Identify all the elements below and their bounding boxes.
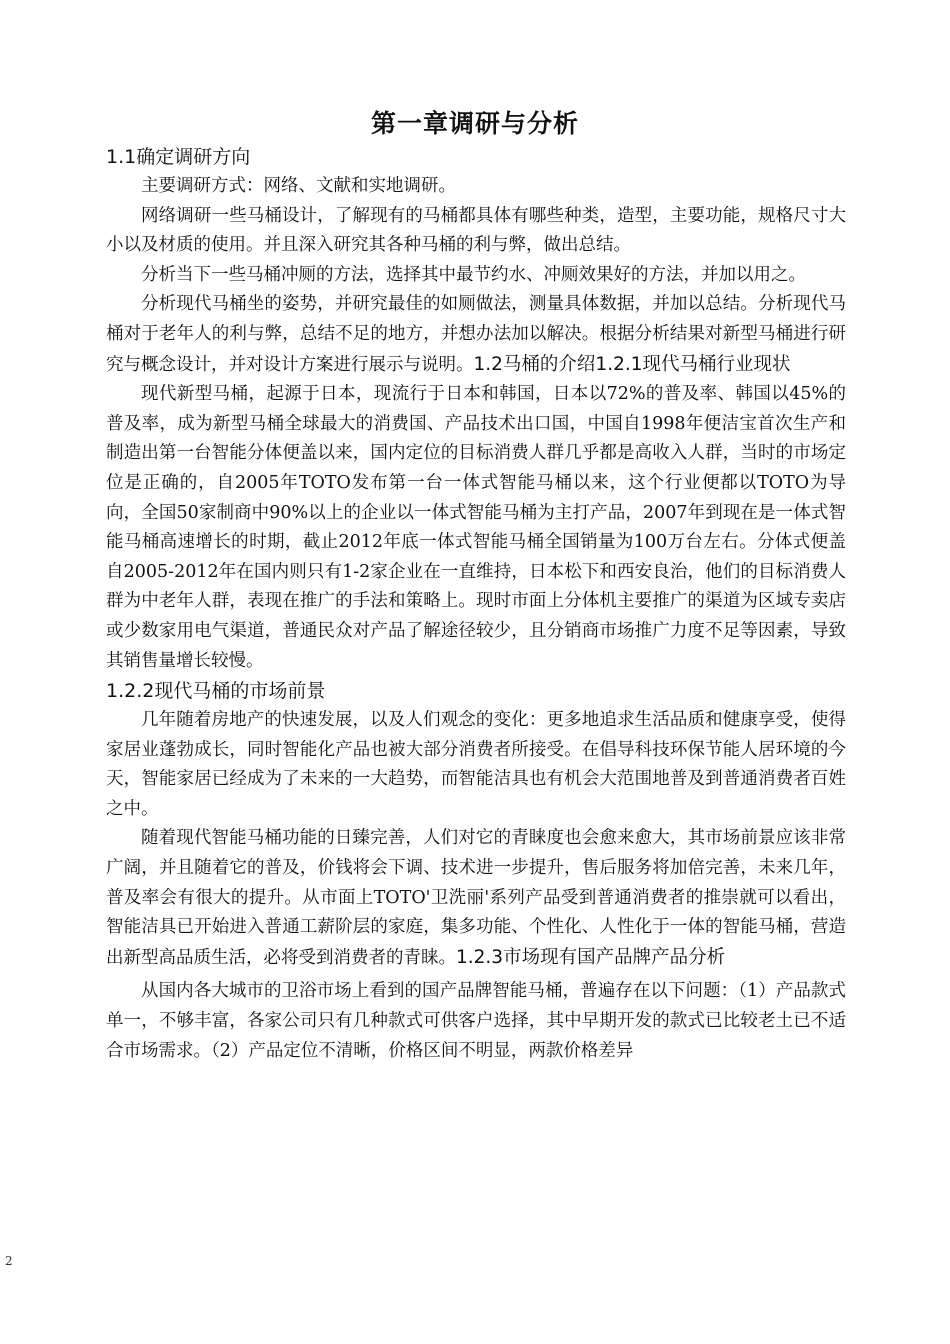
section-heading-1-1: 1.1确定调研方向 [106, 146, 251, 168]
section-heading-1-2-2: 1.2.2现代马桶的市场前景 [106, 680, 326, 703]
paragraph: 分析当下一些马桶冲厕的方法，选择其中最节约水、冲厕效果好的方法，并加以用之。 [141, 264, 806, 285]
paragraph: 网络调研一些马桶设计，了解现有的马桶都具体有哪些种类，造型，主要功能，规格尺寸大小以及材质的使用。并且深入研究其各种马桶的利与弊，做出总结。 [106, 205, 846, 256]
section-heading-1-2-3-inline: 1.2.3市场现有国产品牌产品分析 [456, 946, 726, 968]
page-number: 2 [5, 1254, 13, 1268]
document-body [106, 142, 846, 1066]
paragraph [106, 290, 846, 380]
paragraph: 主要调研方式：网络、文献和实地调研。 [141, 176, 456, 196]
chapter-title: 第一章调研与分析 [370, 109, 579, 138]
paragraph: 现代新型马桶，起源于日本，现流行于日本和韩国，日本以72%的普及率、韩国以45%的普及率，成为新型马桶全球最大的消费国、产品技术出口国，中国自1998年便洁宝首次生产和制造出第一台智能分体便盖以来，国内定位的目标消费人群几乎都是高收入人群，当时的市场定位是正确的，自2005年TOTO发布第一台一体式智能马桶以来，这个行业便都以TOTO为导向，全国50家制商中90%以上的企业以一体式智能马桶为主打产品，2007年到现在是一体式智能马桶高速增长的时期，截止2012年底一体式智能马桶全国销量为100万台左右。分体式便盖自2005-2012年在国内则只有1-2家企业在一直维持，日本松下和西安良治，他们的目标消费人群为中老年人群，表现在推广的手法和策略上。现时市面上分体机主要推广的渠道为区域专卖店或少数家用电气渠道，普通民众对产品了解途径较少，且分销商市场推广力度不足等因素，导致其销售量增长较慢。 [106, 384, 846, 671]
section-heading-1-2-inline: 1.2马桶的介绍1.2.1现代马桶行业现状 [473, 353, 791, 375]
paragraph-text: 随着现代智能马桶功能的日臻完善，人们对它的青睐度也会愈来愈大，其市场前景应该非常广阔，并且随着它的普及，价钱将会下调、技术进一步提升，售后服务将加倍完善，未来几年，普及率会有很大的提升。从市面上TOTO'卫洗丽'系列产品受到普通消费者的推崇就可以看出，智能洁具已开始进入普通工薪阶层的家庭，集多功能、个性化、人性化于一体的智能马桶，营造出新型高品质生活，必将受到消费者的青睐。 [106, 828, 846, 968]
paragraph: 从国内各大城市的卫浴市场上看到的国产品牌智能马桶，普遍存在以下问题：（1）产品款式单一，不够丰富，各家公司只有几种款式可供客户选择，其中早期开发的款式已比较老土已不适合市场需求。（2）产品定位不清晰，价格区间不明显，两款价格差异 [106, 981, 846, 1061]
paragraph: 几年随着房地产的快速发展，以及人们观念的变化：更多地追求生活品质和健康享受，使得家居业蓬勃成长，同时智能化产品也被大部分消费者所接受。在倡导科技环保节能人居环境的今天，智能家居已经成为了未来的一大趋势，而智能洁具也有机会大范围地普及到普通消费者百姓之中。 [106, 710, 846, 819]
paragraph-text: 分析现代马桶坐的姿势，并研究最佳的如厕做法，测量具体数据，并加以总结。分析现代马桶对于老年人的利与弊，总结不足的地方，并想办法加以解决。根据分析结果对新型马桶进行研究与概念设计，并对设计方案进行展示与说明。 [106, 294, 846, 375]
paragraph [106, 824, 846, 973]
